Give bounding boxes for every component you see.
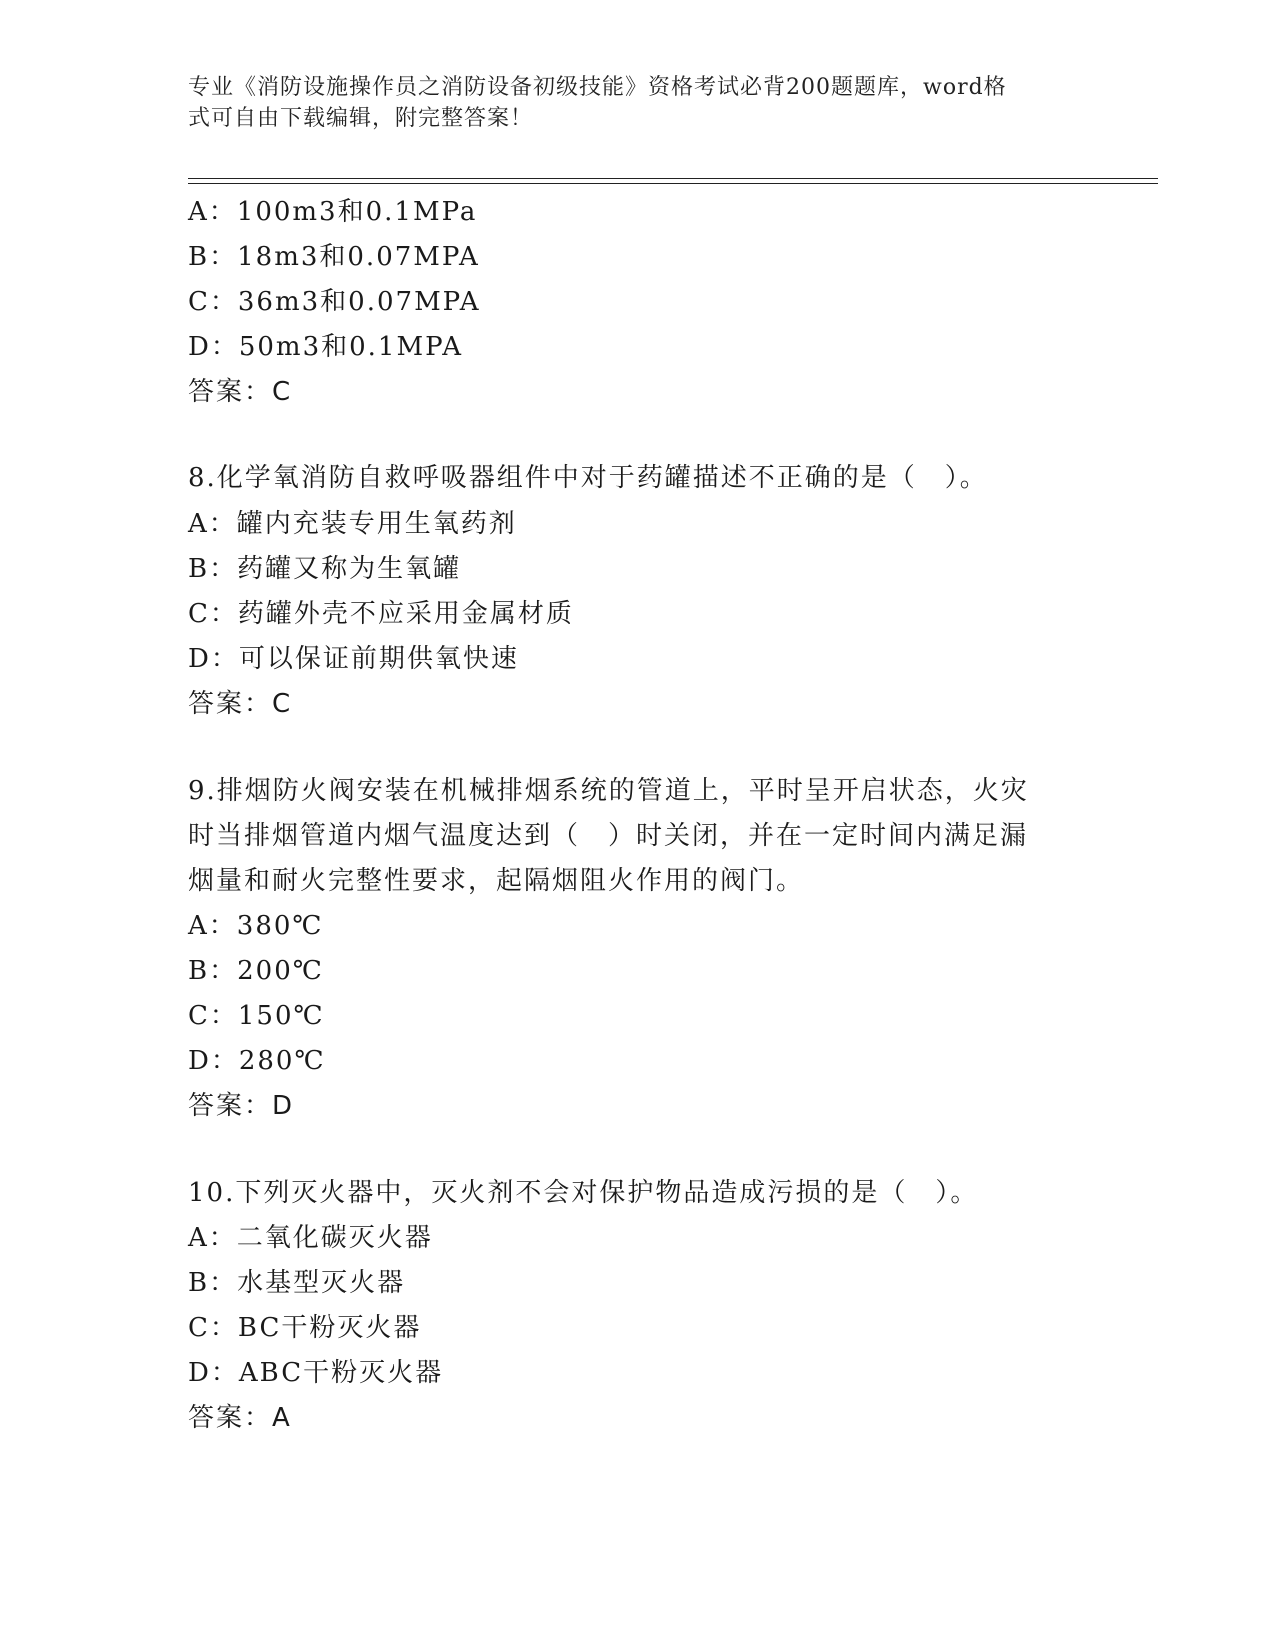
q7-option-d: D：50m3和0.1MPA (188, 332, 463, 362)
q9-option-a: A：380℃ (188, 911, 324, 941)
q9-stem-line-3: 烟量和耐火完整性要求，起隔烟阻火作用的阀门。 (188, 866, 805, 896)
q9-option-c: C：150℃ (188, 1001, 325, 1031)
q10-option-d: D：ABC干粉灭火器 (188, 1358, 444, 1388)
q7-option-a: A：100m3和0.1MPa (188, 197, 478, 227)
document-header (188, 72, 1068, 134)
q10-option-c: C：BC干粉灭火器 (188, 1313, 422, 1343)
q8-option-a: A：罐内充装专用生氧药剂 (188, 509, 517, 539)
q7-option-c: C：36m3和0.07MPA (188, 287, 481, 317)
q9-stem-line-2: 时当排烟管道内烟气温度达到（ ）时关闭，并在一定时间内满足漏 (188, 821, 1029, 851)
q9-option-b: B：200℃ (188, 956, 324, 986)
q7-option-b: B：18m3和0.07MPA (188, 242, 480, 272)
q10-stem: 10.下列灭火器中，灭火剂不会对保护物品造成污损的是（ ）。 (188, 1178, 979, 1208)
q8-option-d: D：可以保证前期供氧快速 (188, 644, 519, 674)
q10-option-b: B：水基型灭火器 (188, 1268, 406, 1298)
q9-answer: 答案：D (188, 1091, 295, 1121)
q7-answer: 答案：C (188, 377, 293, 407)
q8-stem: 8.化学氧消防自救呼吸器组件中对于药罐描述不正确的是（ ）。 (188, 463, 988, 493)
header-rule-bottom (188, 183, 1158, 184)
q8-option-b: B：药罐又称为生氧罐 (188, 554, 462, 584)
q8-option-c: C：药罐外壳不应采用金属材质 (188, 599, 574, 629)
q10-answer: 答案：A (188, 1403, 292, 1433)
header-rule-top (188, 178, 1158, 179)
q8-answer: 答案：C (188, 689, 293, 719)
header-title-line-1: 专业《消防设施操作员之消防设备初级技能》资格考试必背200题题库，word格 (188, 75, 1007, 100)
q10-option-a: A：二氧化碳灭火器 (188, 1223, 433, 1253)
q9-option-d: D：280℃ (188, 1046, 326, 1076)
header-title-line-2: 式可自由下载编辑，附完整答案！ (188, 106, 534, 131)
q9-stem-line-1: 9.排烟防火阀安装在机械排烟系统的管道上，平时呈开启状态，火灾 (188, 776, 1029, 806)
